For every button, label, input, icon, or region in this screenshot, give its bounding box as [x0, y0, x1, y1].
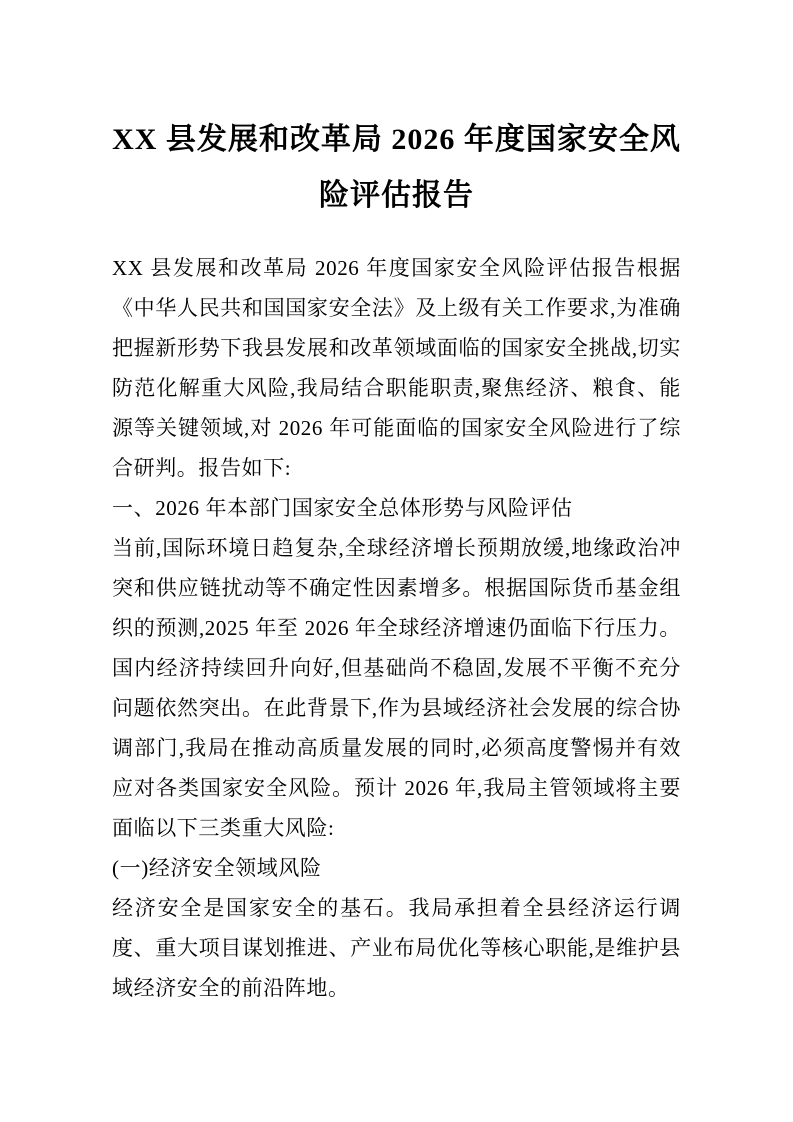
- section-heading: 一、2026 年本部门国家安全总体形势与风险评估: [112, 496, 573, 520]
- document-title: XX 县发展和改革局 2026 年度国家安全风险评估报告: [112, 123, 681, 212]
- sub-heading: (一)经济安全领域风险: [112, 856, 322, 880]
- document-body: [112, 248, 681, 1008]
- paragraph: XX 县发展和改革局 2026 年度国家安全风险评估报告根据《中华人民共和国国家安全法》及上级有关工作要求,为准确把握新形势下我县发展和改革领域面临的国家安全挑战,切实防范化解重大风险,我局结合职能职责,聚焦经济、粮食、能源等关键领域,对 2026 年可能面临的国家安全风险进行了综合研判。报告如下:: [112, 256, 681, 480]
- paragraph: 当前,国际环境日趋复杂,全球经济增长预期放缓,地缘政治冲突和供应链扰动等不确定性因素增多。根据国际货币基金组织的预测,2025 年至 2026 年全球经济增速仍面临下行压力。国内经济持续回升向好,但基础尚不稳固,发展不平衡不充分问题依然突出。在此背景下,作为县域经济社会发展的综合协调部门,我局在推动高质量发展的同时,必须高度警惕并有效应对各类国家安全风险。预计 2026 年,我局主管领域将主要面临以下三类重大风险:: [112, 536, 681, 840]
- paragraph: 经济安全是国家安全的基石。我局承担着全县经济运行调度、重大项目谋划推进、产业布局优化等核心职能,是维护县域经济安全的前沿阵地。: [112, 896, 681, 1000]
